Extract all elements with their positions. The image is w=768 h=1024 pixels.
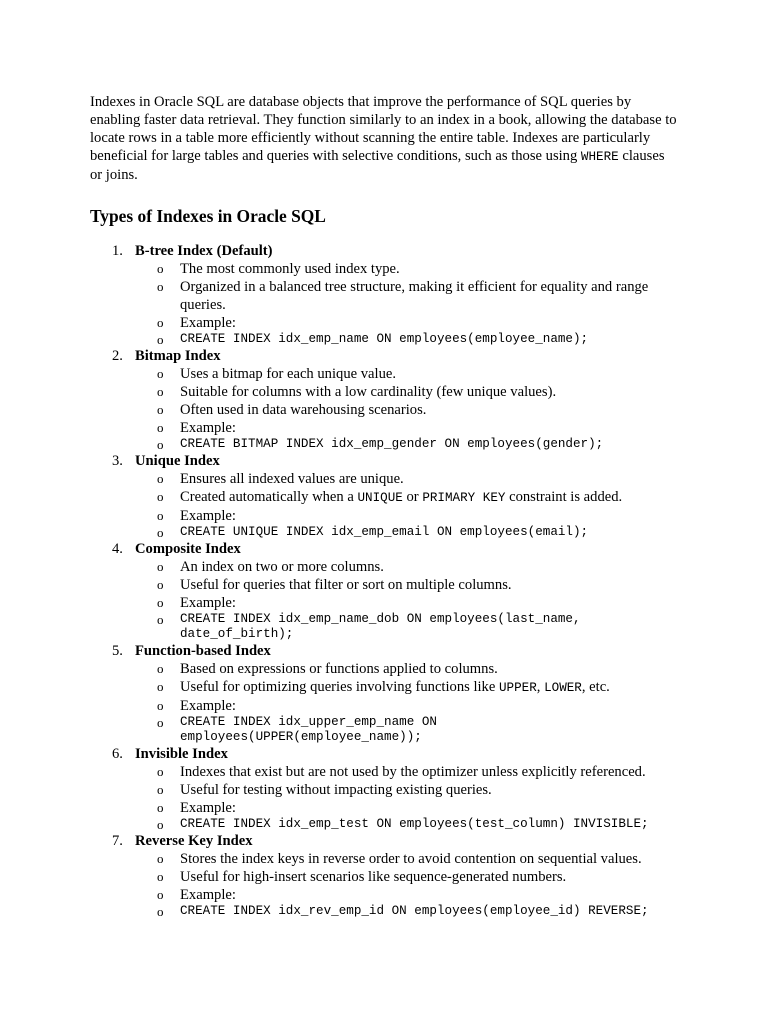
sub-list-item: [135, 260, 680, 278]
bullet-icon: o: [157, 612, 164, 627]
sub-list-item: [135, 886, 680, 904]
bullet-icon: o: [157, 384, 164, 399]
intro-paragraph: [90, 93, 680, 184]
point-text: The most commonly used index type.: [180, 261, 400, 277]
code-text: CREATE INDEX idx_emp_name ON employees(employee_name);: [180, 332, 589, 346]
code-example: [135, 612, 680, 642]
point-text: Often used in data warehousing scenarios.: [180, 402, 427, 418]
point-text: Ensures all indexed values are unique.: [180, 471, 404, 487]
sub-list-item: [135, 470, 680, 488]
bullet-icon: o: [157, 332, 164, 347]
bullet-icon: o: [157, 851, 164, 866]
point-text: Created automatically when a: [180, 489, 358, 505]
code-example: [135, 437, 680, 452]
intro-text: Indexes in Oracle SQL are database objects that improve the performance of SQL queries by enabling faster data retrieval. They function similarly to an index in a book, allowing the database to locate rows in a table more efficiently without scanning the entire table. Indexes are particularly beneficial for large tables and queries with selective conditions, such as those using: [90, 94, 677, 164]
point-text: Example:: [180, 315, 236, 331]
sub-list-item: [135, 594, 680, 612]
code-example: [135, 904, 680, 919]
code-example: [135, 715, 680, 745]
document-page: [90, 93, 680, 919]
point-text: ,: [536, 679, 545, 695]
point-text: Organized in a balanced tree structure, making it efficient for equality and range queries.: [180, 279, 649, 313]
inline-code: UPPER: [498, 681, 537, 695]
point-text: constraint is added.: [505, 489, 623, 505]
point-text: Useful for high-insert scenarios like sequence-generated numbers.: [180, 869, 567, 885]
bullet-icon: o: [157, 315, 164, 330]
sub-list-item: [135, 401, 680, 419]
code-text: CREATE INDEX idx_emp_test ON employees(test_column) INVISIBLE;: [180, 817, 649, 831]
bullet-icon: o: [157, 595, 164, 610]
point-text: Uses a bitmap for each unique value.: [180, 366, 396, 382]
code-text: CREATE INDEX idx_upper_emp_name ON: [180, 715, 437, 729]
bullet-icon: o: [157, 817, 164, 832]
code-example: [135, 817, 680, 832]
sub-list: [135, 260, 680, 347]
intro-text-end: clauses or joins.: [90, 148, 665, 183]
sub-list-item: [135, 678, 680, 697]
list-item-unique: [90, 452, 680, 540]
point-text: An index on two or more columns.: [180, 559, 384, 575]
code-text: CREATE UNIQUE INDEX idx_emp_email ON employees(email);: [180, 525, 589, 539]
sub-list-item: [135, 799, 680, 817]
list-item-bitmap: [90, 347, 680, 452]
point-text: Example:: [180, 420, 236, 436]
point-text: Example:: [180, 800, 236, 816]
code-text: employees(UPPER(employee_name));: [180, 730, 422, 744]
sub-list-item: [135, 576, 680, 594]
sub-list: [135, 365, 680, 452]
bullet-icon: o: [157, 869, 164, 884]
sub-list-item: [135, 507, 680, 525]
point-text: Example:: [180, 595, 236, 611]
bullet-icon: o: [157, 800, 164, 815]
type-title: Composite Index: [135, 541, 241, 557]
bullet-icon: o: [157, 661, 164, 676]
point-text: , etc.: [581, 679, 610, 695]
sub-list: [135, 470, 680, 540]
bullet-icon: o: [157, 764, 164, 779]
bullet-icon: o: [157, 679, 164, 694]
point-text: Useful for optimizing queries involving functions like: [180, 679, 499, 695]
code-example: [135, 525, 680, 540]
sub-list-item: [135, 850, 680, 868]
list-number: 7.: [112, 833, 123, 849]
inline-code: UNIQUE: [357, 491, 403, 505]
point-text: Indexes that exist but are not used by the optimizer unless explicitly referenced.: [180, 764, 646, 780]
list-item-invisible: [90, 745, 680, 832]
bullet-icon: o: [157, 402, 164, 417]
list-item-composite: [90, 540, 680, 642]
bullet-icon: o: [157, 904, 164, 919]
bullet-icon: o: [157, 698, 164, 713]
bullet-icon: o: [157, 559, 164, 574]
bullet-icon: o: [157, 715, 164, 730]
type-title: Function-based Index: [135, 643, 271, 659]
sub-list-item: [135, 697, 680, 715]
sub-list-item: [135, 868, 680, 886]
sub-list-item: [135, 660, 680, 678]
bullet-icon: o: [157, 420, 164, 435]
point-text: Example:: [180, 508, 236, 524]
point-text: Based on expressions or functions applied to columns.: [180, 661, 498, 677]
list-item-reverse-key: [90, 832, 680, 919]
sub-list-item: [135, 781, 680, 799]
sub-list: [135, 850, 680, 919]
section-heading: Types of Indexes in Oracle SQL: [90, 206, 326, 226]
index-types-list: [90, 242, 680, 919]
point-text: Useful for testing without impacting existing queries.: [180, 782, 492, 798]
code-text: CREATE INDEX idx_rev_emp_id ON employees(employee_id) REVERSE;: [180, 904, 649, 918]
sub-list: [135, 558, 680, 642]
point-text: Stores the index keys in reverse order to avoid contention on sequential values.: [180, 851, 642, 867]
bullet-icon: o: [157, 471, 164, 486]
bullet-icon: o: [157, 261, 164, 276]
sub-list-item: [135, 488, 680, 507]
bullet-icon: o: [157, 782, 164, 797]
inline-code: LOWER: [544, 681, 582, 695]
type-title: B-tree Index (Default): [135, 243, 273, 259]
sub-list-item: [135, 383, 680, 401]
inline-code: PRIMARY KEY: [422, 491, 506, 505]
list-number: 4.: [112, 541, 123, 557]
list-number: 1.: [112, 243, 123, 259]
list-number: 2.: [112, 348, 123, 364]
sub-list-item: [135, 558, 680, 576]
code-text: date_of_birth);: [180, 627, 294, 641]
point-text: or: [402, 489, 423, 505]
sub-list-item: [135, 365, 680, 383]
bullet-icon: o: [157, 489, 164, 504]
point-text: Example:: [180, 887, 236, 903]
list-number: 6.: [112, 746, 123, 762]
bullet-icon: o: [157, 279, 164, 294]
bullet-icon: o: [157, 366, 164, 381]
point-text: Useful for queries that filter or sort on multiple columns.: [180, 577, 512, 593]
bullet-icon: o: [157, 577, 164, 592]
bullet-icon: o: [157, 437, 164, 452]
type-title: Unique Index: [135, 453, 220, 469]
list-number: 3.: [112, 453, 123, 469]
type-title: Bitmap Index: [135, 348, 221, 364]
list-item-btree: [90, 242, 680, 347]
list-item-function-based: [90, 642, 680, 745]
sub-list-item: [135, 278, 680, 314]
code-example: [135, 332, 680, 347]
type-title: Invisible Index: [135, 746, 228, 762]
code-text: CREATE BITMAP INDEX idx_emp_gender ON employees(gender);: [180, 437, 604, 451]
point-text: Example:: [180, 698, 236, 714]
sub-list-item: [135, 314, 680, 332]
sub-list: [135, 660, 680, 745]
point-text: Suitable for columns with a low cardinality (few unique values).: [180, 384, 557, 400]
bullet-icon: o: [157, 525, 164, 540]
bullet-icon: o: [157, 508, 164, 523]
intro-code-keyword: WHERE: [580, 150, 619, 164]
bullet-icon: o: [157, 887, 164, 902]
code-text: CREATE INDEX idx_emp_name_dob ON employees(last_name,: [180, 612, 581, 626]
list-number: 5.: [112, 643, 123, 659]
type-title: Reverse Key Index: [135, 833, 253, 849]
sub-list-item: [135, 419, 680, 437]
sub-list: [135, 763, 680, 832]
sub-list-item: [135, 763, 680, 781]
